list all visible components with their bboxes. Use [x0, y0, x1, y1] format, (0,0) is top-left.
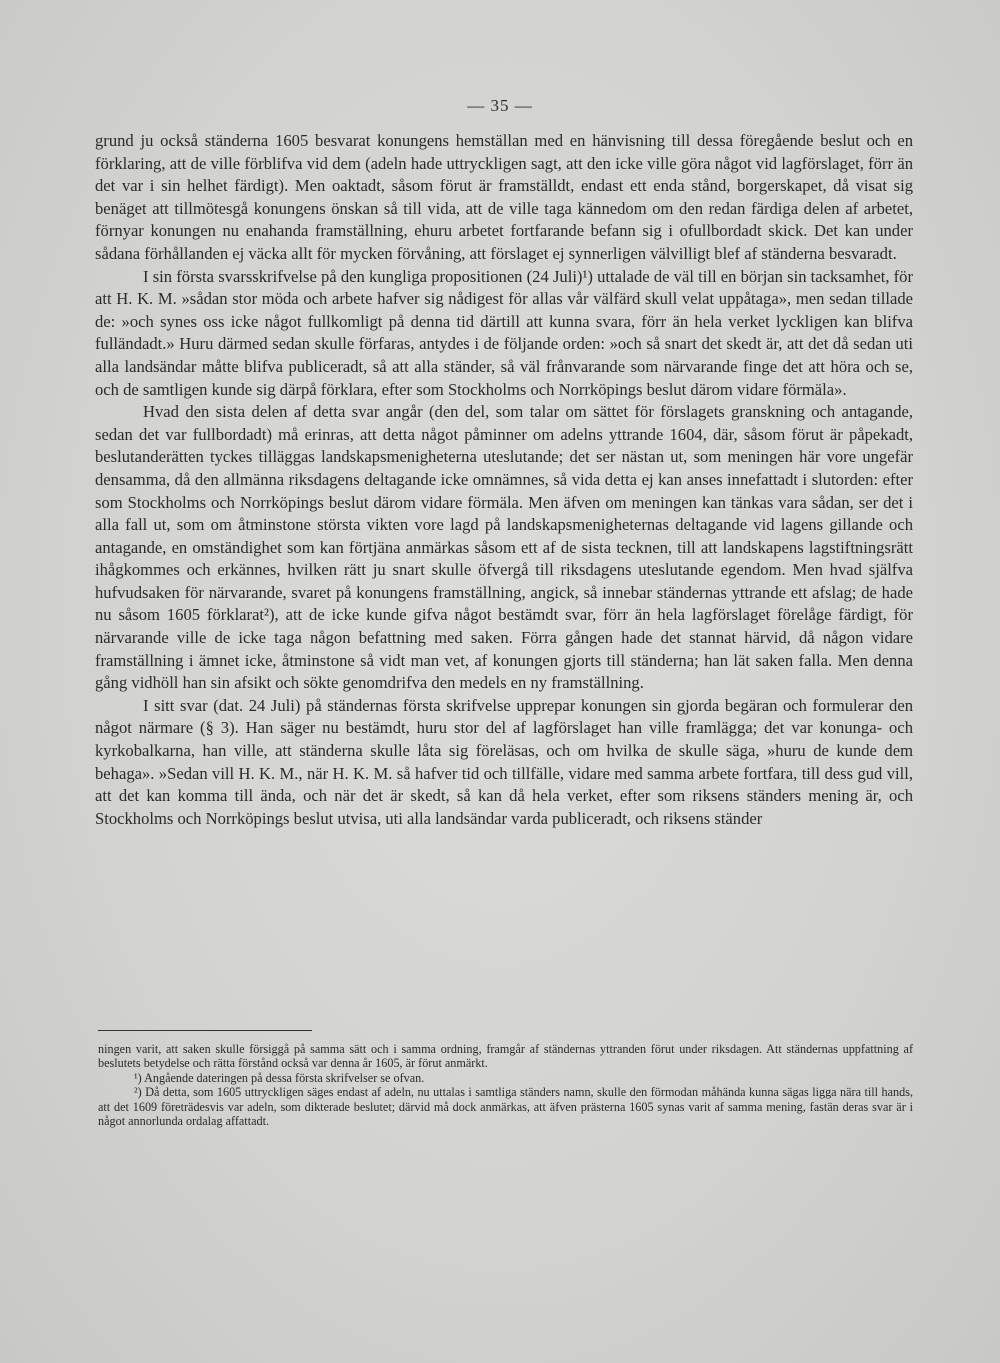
footnote-continuation: ningen varit, att saken skulle försiggå på samma sätt och i samma ordning, framgår af ständernas yttranden förut under riksdagen. Att ständernas uppfattning af beslutets betydelse och rätta förstånd också var denna år 1605, är förut anmärkt.: [98, 1042, 913, 1071]
paragraph-4: I sitt svar (dat. 24 Juli) på ständernas första skrifvelse upprepar konungen sin gjorda begäran och formulerar den något närmare (§ 3). Han säger nu bestämdt, huru stor del af lagförslaget han ville framlägga; det var konunga- och kyrkobalkarna, han ville, att ständerna skulle låta sig föreläsas, och om hvilka de skulle säga, »huru de kunde dem behaga». »Sedan vill H. K. M., när H. K. M. så hafver tid och tillfälle, vidare med samma arbete fortfara, till dess gud vill, att det kan komma till ända, och när det är skedt, så kan då hela verket, efter som riksens ständers mening är, och Stockholms och Norrköpings beslut utvisa, uti alla landsändar varda publiceradt, och riksens ständer: [95, 695, 913, 828]
paragraph-1: grund ju också ständerna 1605 besvarat konungens hemställan med en hänvisning till dessa föregående beslut och en förklaring, att de ville förblifva vid dem (adeln hade uttryckligen sagt, att den icke ville göra något vid lagförslaget, förr än det var i sin helhet färdigt). Men oaktadt, såsom förut är framställdt, endast ett enda stånd, borgerskapet, då visat sig benäget att tillmötesgå konungens önskan så till vida, att de ville taga kännedom om den redan färdiga delen af arbetet, förnyar konungen nu enahanda framställning, ehuru arbetet fortfarande befann sig i ofullbordadt skick. Det kan under sådana förhållanden ej väcka allt för mycken förvåning, att förslaget ej synnerligen välvilligt blef af ständerna besvaradt.: [95, 131, 913, 263]
body-text: [95, 130, 913, 830]
paragraph-3: Hvad den sista delen af detta svar angår (den del, som talar om sättet för förslagets granskning och antagande, sedan det var fullbordadt) må erinras, att detta något påminner om adelns yttrande 1604, där, såsom förut är påpekadt, beslutanderätten tyckes tilläggas landskapsmenigheterna uteslutande; det ser nästan ut, som meningen här vore ungefär densamma, då den allmänna riksdagens deltagande icke omnämnes, så vida detta ej kan anses innefattadt i slutorden: efter som Stockholms och Norrköpings beslut därom vidare förmäla. Men äfven om meningen kan tänkas vara sådan, ser det i alla fall ut, som om åtminstone största vikten vore lagd på landskapsmenigheternas deltagande vid lagens gillande och antagande, en omständighet som kan förtjäna anmärkas såsom ett af de sista tecknen, till att landskapens lagstiftningsrätt ihågkommes och erkännes, hvilken rätt ju snart skulle öfvergå till riksdagens uteslutande egendom. Men hvad själfva hufvudsaken för närvarande, svaret på konungens framställning, angick, så innebar ständernas yttrande ett afslag; de hade nu såsom 1605 förklarat²), att de icke kunde gifva något bestämdt svar, förr än hela lagförslaget förelåge färdigt, för närvarande ville de icke taga någon befattning med saken. Förra gången hade det stannat härvid, då någon vidare framställning i ämnet icke, åtminstone så vidt man vet, af konungen gjorts till ständerna; han lät saken falla. Men denna gång vidhöll han sin afsikt och sökte genomdrifva den medels en ny framställning.: [95, 402, 913, 693]
paragraph-2: I sin första svarsskrifvelse på den kungliga propositionen (24 Juli)¹) uttalade de väl till en början sin tacksamhet, för att H. K. M. »sådan stor möda och arbete hafver sig nådigest för allas vår välfärd skull velat uppåtaga», men sedan tillade de: »och synes oss icke något fullkomligt på denna tid därtill att kunna svara, förr än hela verket lyckligen kan blifva fulländadt.» Huru därmed sedan skulle förfaras, antydes i de följande orden: »och så snart det skedt är, att det då sedan uti alla landsändar måtte blifva publiceradt, så att alla ständer, så väl frånvarande som närvarande finge det att höra och se, och de samtligen kunde sig därpå förklara, efter som Stockholms och Norrköpings beslut därom vidare förmäla».: [95, 266, 913, 399]
footnotes: [98, 1042, 913, 1128]
footnote-2: ²) Då detta, som 1605 uttryckligen säges endast af adeln, nu uttalas i samtliga ständers namn, skulle den förmodan måhända kunna sägas ligga nära till hands, att det 1609 företrädesvis var adeln, som dikterade beslutet; därvid må dock anmärkas, att äfven prästerna 1605 synas varit af samma mening, fastän deras svar är i något annorlunda ordalag affattadt.: [98, 1085, 913, 1129]
footnote-1: ¹) Angående dateringen på dessa första skrifvelser se ofvan.: [134, 1070, 425, 1085]
page-number: — 35 —: [467, 96, 533, 115]
footnote-divider: [98, 1030, 312, 1031]
